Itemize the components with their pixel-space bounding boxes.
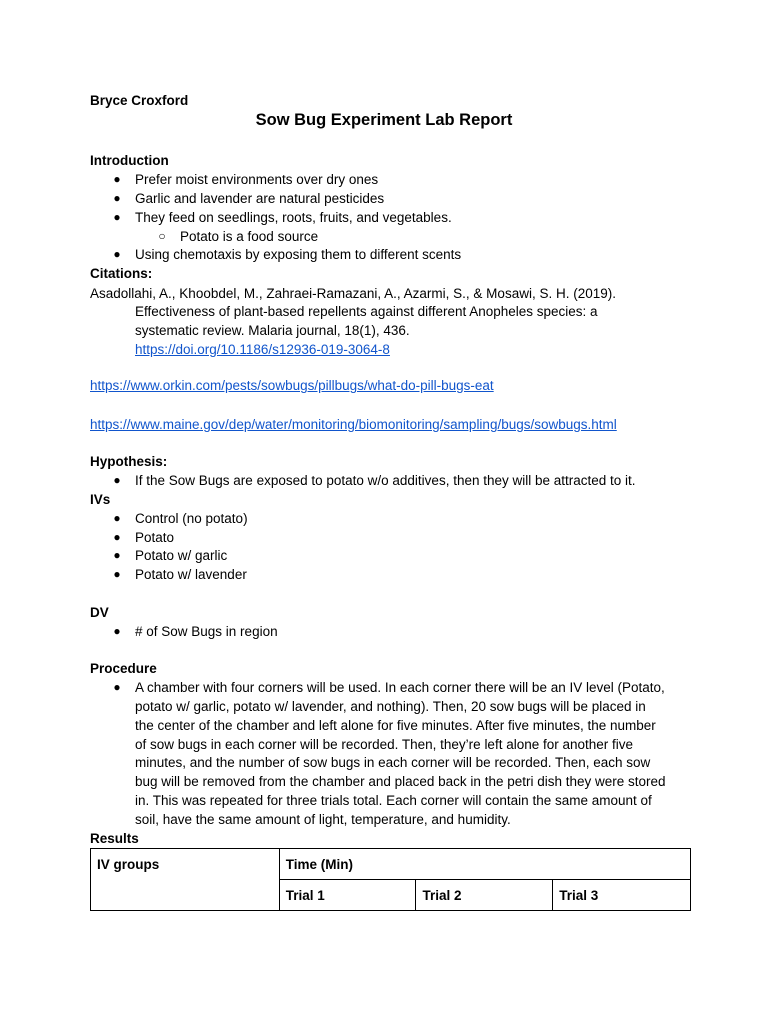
list-item: Potato w/ garlic — [135, 548, 228, 563]
dv-heading: DV — [90, 605, 109, 620]
list-item: Control (no potato) — [135, 511, 248, 526]
list-item: Potato — [135, 530, 175, 545]
citation-line: Asadollahi, A., Khoobdel, M., Zahraei-Ramazani, A., Azarmi, S., & Mosawi, S. H. (2019). — [90, 286, 616, 301]
bullet-icon: ● — [113, 530, 121, 544]
list-item: If the Sow Bugs are exposed to potato w/o additives, then they will be attracted to it. — [135, 473, 636, 488]
iv-groups-header: IV groups — [91, 849, 280, 911]
procedure-line: bug will be removed from the chamber and placed back in the petri dish they were stored — [135, 774, 666, 789]
bullet-icon: ● — [113, 567, 121, 581]
list-item: Prefer moist environments over dry ones — [135, 172, 379, 187]
time-header: Time (Min) — [279, 849, 690, 880]
introduction-heading: Introduction — [90, 153, 169, 168]
citation-line: systematic review. Malaria journal, 18(1), 436. — [135, 323, 410, 338]
bullet-icon: ● — [113, 680, 121, 694]
list-item: Using chemotaxis by exposing them to different scents — [135, 247, 462, 262]
results-heading: Results — [90, 831, 139, 846]
procedure-line: the center of the chamber and left alone for five minutes. After five minutes, the number — [135, 718, 656, 733]
bullet-icon: ● — [113, 172, 121, 186]
bullet-icon: ● — [113, 210, 121, 224]
citation-line: Effectiveness of plant-based repellents against different Anopheles species: a — [135, 304, 598, 319]
citations-heading: Citations: — [90, 266, 153, 281]
bullet-icon: ● — [113, 247, 121, 261]
bullet-icon: ● — [113, 191, 121, 205]
sub-list-item: Potato is a food source — [180, 229, 319, 244]
procedure-heading: Procedure — [90, 661, 157, 676]
bullet-icon: ● — [113, 548, 121, 562]
table-row — [91, 849, 691, 880]
procedure-line: of sow bugs in each corner will be recorded. Then, they’re left alone for another five — [135, 737, 634, 752]
doi-link[interactable]: https://doi.org/10.1186/s12936-019-3064-8 — [135, 342, 390, 357]
author-name: Bryce Croxford — [90, 93, 189, 108]
bullet-icon: ● — [113, 624, 121, 638]
orkin-link[interactable]: https://www.orkin.com/pests/sowbugs/pillbugs/what-do-pill-bugs-eat — [90, 378, 494, 393]
sub-bullet-icon: ○ — [158, 229, 166, 243]
procedure-line: in. This was repeated for three trials total. Each corner will contain the same amount of — [135, 793, 652, 808]
page-title: Sow Bug Experiment Lab Report — [255, 111, 513, 129]
trial-2-header: Trial 2 — [416, 880, 553, 911]
hypothesis-heading: Hypothesis: — [90, 454, 168, 469]
trial-3-header: Trial 3 — [553, 880, 691, 911]
bullet-icon: ● — [113, 473, 121, 487]
procedure-line: A chamber with four corners will be used. In each corner there will be an IV level (Potato, — [135, 680, 665, 695]
procedure-line: minutes, and the number of sow bugs in each corner will be recorded. Then, each sow — [135, 755, 651, 770]
list-item: They feed on seedlings, roots, fruits, and vegetables. — [135, 210, 452, 225]
procedure-line: soil, have the same amount of light, temperature, and humidity. — [135, 812, 511, 827]
bullet-icon: ● — [113, 511, 121, 525]
trial-1-header: Trial 1 — [279, 880, 416, 911]
ivs-heading: IVs — [90, 492, 111, 507]
maine-gov-link[interactable]: https://www.maine.gov/dep/water/monitoring/biomonitoring/sampling/bugs/sowbugs.html — [90, 417, 617, 432]
list-item: Garlic and lavender are natural pesticides — [135, 191, 385, 206]
results-table — [90, 848, 691, 911]
list-item: # of Sow Bugs in region — [135, 624, 278, 639]
list-item: Potato w/ lavender — [135, 567, 247, 582]
procedure-line: potato w/ garlic, potato w/ lavender, and nothing). Then, 20 sow bugs will be placed in — [135, 699, 646, 714]
